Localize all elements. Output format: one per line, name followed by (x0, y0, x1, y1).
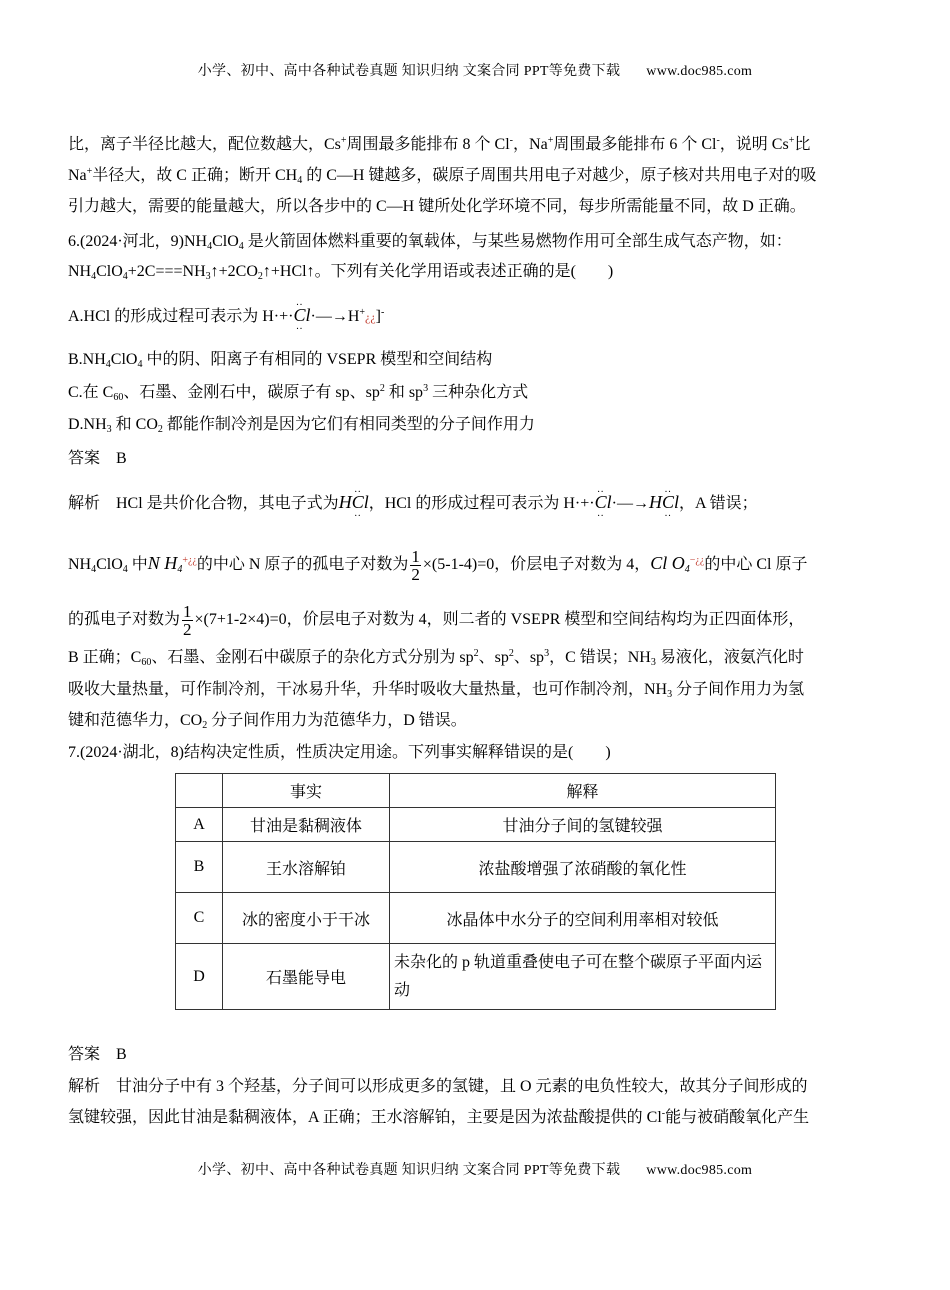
facts-table (175, 773, 776, 1010)
line-1: 比，离子半径比越大，配位数越大，Cs+周围最多能排布 8 个 Cl-，Na+周围最多能排布 6 个 Cl-，说明 Cs+比 (68, 135, 811, 153)
explanation-6-line-4: B 正确；$C_{60}$、石墨、金刚石中碳原子的杂化方式分别为 $sp^2$、$sp^2$、$sp^3$，C 错误；$NH_3$ 易液化，液氨汽化时 (68, 648, 804, 668)
table-header-cell: 事实 (223, 774, 390, 808)
explanation-6-line-2: $NH_4ClO_4$ 中N $H_4^{+¿¿}$的中心 N 原子的孤电子对数为 $\frac{1}{2}$ ×(5-1-4)=0，价层电子对数为 4，Cl $O_4^{-¿¿}$的中心 Cl 原子 (68, 547, 808, 584)
table-row (176, 944, 776, 1010)
table-cell: 石墨能导电 (223, 944, 390, 1010)
answer-6: 答案 B (68, 450, 127, 467)
table-cell: B (176, 842, 223, 893)
table-cell: 甘油是黏稠液体 (223, 808, 390, 842)
explanation-7-line-1: 解析 甘油分子中有 3 个羟基，分子间可以形成更多的氢键，且 O 元素的电负性较大，故其分子间形成的 (68, 1078, 808, 1095)
explanation-6-line-3: 的孤电子对数为 $\frac{1}{2}$ ×(7+1-2×4)=0，价层电子对数为 4，则二者的 VSEPR 模型和空间结构均为正四面体形， (68, 602, 805, 639)
table-header-row (176, 774, 776, 808)
table-row (176, 808, 776, 842)
explanation-6-line-1: 解析 HCl 是共价化合物，其电子式为H.. Cl ..，HCl 的形成过程可表示为 H·+·.. Cl ..·—→H.. Cl ..，A 错误； (68, 492, 758, 514)
footer-site[interactable]: www.doc985.com (646, 1163, 753, 1178)
question-6-stem: 6.(2024·河北，$9)NH_4ClO_4$ 是火箭固体燃料重要的氧载体，与某些易燃物作用可全部生成气态产物，如： (68, 233, 792, 252)
header-site[interactable]: www.doc985.com (646, 64, 753, 79)
table-cell: 冰的密度小于干冰 (223, 893, 390, 944)
line-2: Na+半径大，故 C 正确；断开 $CH_4$ 的 C—H 键越多，碳原子周围共用电子对越少，原子核对共用电子对的吸 (68, 166, 817, 186)
table-cell: 浓盐酸增强了浓硝酸的氧化性 (390, 842, 776, 893)
question-6-equation: $NH_4ClO_4+2C===NH_3↑+2CO_2↑+HCl↑$。下列有关化学用语或表述正确的是( ) (68, 263, 614, 282)
table-cell: C (176, 893, 223, 944)
explanation-6-line-6: 键和范德华力，$CO_2$ 分子间作用力为范德华力，D 错误。 (68, 712, 467, 731)
table-header-cell (176, 774, 223, 808)
explanation-6-line-5: 吸收大量热量，可作制冷剂，干冰易升华，升华时吸收大量热量，也可作制冷剂，$NH_3$ 分子间作用力为氢 (68, 681, 805, 700)
table-cell: 王水溶解铂 (223, 842, 390, 893)
table-cell: A (176, 808, 223, 842)
question-7-stem: 7.(2024·湖北，8)结构决定性质，性质决定用途。下列事实解释错误的是( ) (68, 744, 611, 761)
option-c: C.在 $C_{60}$、石墨、金刚石中，碳原子有 sp、$sp^2$ 和 $sp^3$ 三种杂化方式 (68, 383, 529, 403)
page-header (0, 60, 950, 80)
table-cell: 未杂化的 p 轨道重叠使电子可在整个碳原子平面内运动 (390, 944, 776, 1010)
explanation-7-line-2: 氢键较强，因此甘油是黏稠液体，A 正确；王水溶解铂，主要是因为浓盐酸提供的 Cl-能与被硝酸氧化产生 (68, 1108, 810, 1126)
footer-text: 小学、初中、高中各种试卷真题 知识归纳 文案合同 PPT等免费下载 (197, 1163, 621, 1178)
table-cell: 甘油分子间的氢键较强 (390, 808, 776, 842)
option-d: $D.NH_3$ 和 $CO_2$ 都能作制冷剂是因为它们有相同类型的分子间作用力 (68, 416, 535, 435)
option-a: A.HCl 的形成过程可表示为 H·+·.. Cl ..·—→H+¿¿]- (68, 305, 384, 327)
table-header-cell: 解释 (390, 774, 776, 808)
table-row (176, 893, 776, 944)
table-cell: 冰晶体中水分子的空间利用率相对较低 (390, 893, 776, 944)
line-3: 引力越大，需要的能量越大，所以各步中的 C—H 键所处化学环境不同，每步所需能量不同，故 D 正确。 (68, 198, 806, 215)
table-row (176, 842, 776, 893)
header-text: 小学、初中、高中各种试卷真题 知识归纳 文案合同 PPT等免费下载 (197, 64, 621, 79)
table-cell: D (176, 944, 223, 1010)
page-footer (0, 1159, 950, 1179)
answer-7: 答案 B (68, 1046, 127, 1063)
option-b: $B.NH_4ClO_4$ 中的阴、阳离子有相同的 VSEPR 模型和空间结构 (68, 351, 493, 370)
